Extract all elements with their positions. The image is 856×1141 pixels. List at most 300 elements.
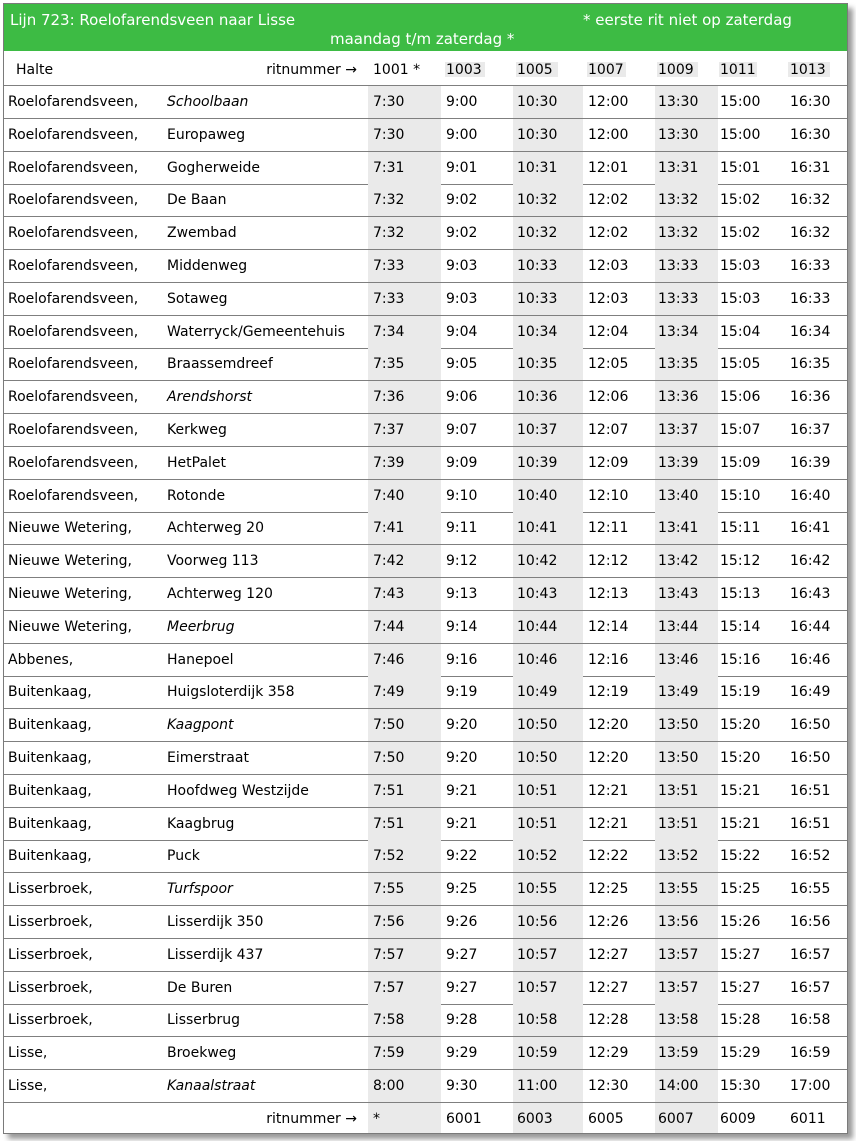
table-row [4, 381, 847, 414]
departure-time: 7:31 [373, 159, 405, 176]
departure-time: 9:00 [446, 126, 478, 143]
departure-time: 9:27 [446, 946, 478, 963]
place-name: Lisse, [8, 1045, 48, 1062]
stop-name: Middenweg [167, 258, 248, 274]
departure-time: 13:41 [658, 520, 699, 537]
departure-time: 9:09 [446, 454, 478, 471]
departure-time: 16:51 [790, 782, 831, 799]
departure-time: 9:22 [446, 848, 478, 865]
footer-ritnummer-label: ritnummer → [266, 1110, 357, 1127]
departure-time: 14:00 [658, 1078, 699, 1094]
departure-time: 15:20 [720, 717, 761, 734]
departure-time: 12:21 [588, 815, 629, 832]
departure-time: 15:27 [720, 946, 761, 963]
departure-time: 16:49 [790, 684, 831, 701]
departure-time: 7:33 [373, 258, 405, 274]
stop-name: HetPalet [167, 454, 227, 471]
departure-time: 12:02 [588, 225, 629, 242]
departure-time: 12:27 [588, 946, 629, 963]
place-name: Roelofarendsveen, [8, 126, 139, 143]
table-row [4, 742, 847, 775]
departure-time: 13:57 [658, 979, 699, 996]
departure-time: 16:39 [790, 454, 831, 471]
stop-name: Voorweg 113 [167, 553, 259, 570]
departure-time: 13:37 [658, 422, 699, 438]
departure-time: 10:43 [517, 586, 558, 602]
departure-time: 9:26 [446, 914, 478, 930]
departure-time: 12:13 [588, 586, 629, 602]
departure-time: 16:50 [790, 750, 831, 766]
departure-time: 10:57 [517, 979, 558, 996]
place-name: Buitenkaag, [8, 717, 92, 734]
table-row [4, 873, 847, 906]
departure-time: 9:13 [446, 586, 478, 602]
table-row [4, 283, 847, 316]
table-row [4, 512, 847, 545]
stop-name: Achterweg 120 [167, 586, 273, 602]
departure-time: 13:55 [658, 881, 699, 898]
table-row [4, 414, 847, 447]
departure-time: 12:25 [588, 881, 629, 898]
departure-time: 13:59 [658, 1045, 699, 1062]
departure-time: 12:00 [588, 126, 629, 143]
departure-time: 7:43 [373, 586, 405, 602]
departure-time: 12:12 [588, 553, 629, 570]
departure-time: 10:44 [517, 618, 558, 635]
departure-time: 15:22 [720, 848, 761, 865]
place-name: Roelofarendsveen, [8, 225, 139, 242]
departure-time: 16:30 [790, 126, 831, 143]
footer-row [4, 1103, 847, 1134]
departure-time: 7:49 [373, 684, 405, 701]
table-row [4, 217, 847, 250]
departure-time: 15:14 [720, 618, 761, 635]
departure-time: 13:49 [658, 684, 699, 701]
departure-time: 15:20 [720, 750, 761, 766]
departure-time: 10:56 [517, 914, 558, 930]
place-name: Roelofarendsveen, [8, 94, 139, 110]
departure-time: 10:46 [517, 651, 558, 668]
place-name: Roelofarendsveen, [8, 356, 139, 373]
departure-time: 9:21 [446, 815, 478, 832]
departure-time: 10:30 [517, 94, 558, 110]
departure-time: 16:44 [790, 618, 831, 635]
departure-time: 12:10 [588, 487, 629, 504]
departure-time: 16:52 [790, 848, 831, 865]
departure-time: 16:34 [790, 323, 831, 340]
departure-time: 15:02 [720, 225, 761, 242]
departure-time: 12:03 [588, 290, 629, 307]
place-name: Roelofarendsveen, [8, 454, 139, 471]
departure-time: 10:31 [517, 159, 558, 176]
saturday-note: * eerste rit niet op zaterdag [583, 11, 792, 29]
departure-time: 16:37 [790, 422, 831, 438]
departure-time: 10:39 [517, 454, 558, 471]
departure-time: 7:44 [373, 618, 405, 635]
departure-time: 7:56 [373, 914, 405, 930]
departure-time: 7:50 [373, 717, 405, 734]
departure-time: 7:39 [373, 454, 405, 471]
trip-number: 1007 [588, 62, 624, 78]
departure-time: 13:51 [658, 815, 699, 832]
stop-name: Lisserdijk 437 [167, 946, 264, 963]
departure-time: 9:01 [446, 159, 478, 176]
departure-time: 17:00 [790, 1078, 831, 1094]
stop-name: Kanaalstraat [167, 1078, 256, 1094]
route-title: Lijn 723: Roelofarendsveen naar Lisse [10, 11, 296, 29]
place-name: Nieuwe Wetering, [8, 520, 132, 537]
departure-time: 12:28 [588, 1012, 629, 1029]
departure-time: 15:26 [720, 914, 761, 930]
departure-time: 13:50 [658, 750, 699, 766]
departure-time: 12:04 [588, 323, 629, 340]
departure-time: 12:07 [588, 422, 629, 438]
departure-time: 13:30 [658, 126, 699, 143]
footer-trip-number: 6011 [790, 1110, 826, 1127]
table-row [4, 545, 847, 578]
place-name: Lisserbroek, [8, 979, 93, 996]
departure-time: 16:35 [790, 356, 831, 373]
departure-time: 13:33 [658, 290, 699, 307]
departure-time: 9:20 [446, 750, 478, 766]
departure-time: 10:37 [517, 422, 558, 438]
departure-time: 12:21 [588, 782, 629, 799]
departure-time: 9:16 [446, 651, 478, 668]
departure-time: 9:27 [446, 979, 478, 996]
table-row [4, 316, 847, 349]
departure-time: 13:46 [658, 651, 699, 668]
departure-time: 15:13 [720, 586, 761, 602]
departure-time: 15:27 [720, 979, 761, 996]
departure-time: 16:42 [790, 553, 831, 570]
place-name: Roelofarendsveen, [8, 258, 139, 274]
departure-time: 10:41 [517, 520, 558, 537]
stop-name: Turfspoor [167, 881, 233, 898]
departure-time: 11:00 [517, 1078, 558, 1094]
departure-time: 9:03 [446, 290, 478, 307]
departure-time: 13:30 [658, 94, 699, 110]
departure-time: 15:10 [720, 487, 761, 504]
departure-time: 15:02 [720, 192, 761, 209]
stop-name: Lisserdijk 350 [167, 914, 264, 930]
departure-time: 10:49 [517, 684, 558, 701]
stop-name: Eimerstraat [167, 750, 249, 766]
departure-time: 12:26 [588, 914, 629, 930]
table-row [4, 119, 847, 152]
place-name: Nieuwe Wetering, [8, 618, 132, 635]
departure-time: 15:19 [720, 684, 761, 701]
departure-time: 12:20 [588, 750, 629, 766]
place-name: Lisserbroek, [8, 946, 93, 963]
departure-time: 12:22 [588, 848, 629, 865]
trip-number: 1009 [658, 62, 694, 78]
departure-time: 15:25 [720, 881, 761, 898]
table-row [4, 840, 847, 873]
departure-time: 16:58 [790, 1012, 831, 1029]
departure-time: 10:34 [517, 323, 558, 340]
departure-time: 10:33 [517, 290, 558, 307]
stop-name: De Baan [167, 192, 227, 209]
stop-name: Broekweg [167, 1045, 237, 1062]
departure-time: 16:32 [790, 225, 831, 242]
departure-time: 9:03 [446, 258, 478, 274]
departure-time: 8:00 [373, 1078, 405, 1094]
departure-time: 13:33 [658, 258, 699, 274]
departure-time: 16:51 [790, 815, 831, 832]
trip-number: 1005 [517, 62, 553, 78]
departure-time: 15:28 [720, 1012, 761, 1029]
departure-time: 16:55 [790, 881, 831, 898]
departure-time: 16:56 [790, 914, 831, 930]
departure-time: 10:50 [517, 750, 558, 766]
service-days: maandag t/m zaterdag * [330, 30, 515, 48]
table-row [4, 611, 847, 644]
place-name: Buitenkaag, [8, 684, 92, 701]
footer-trip-number: 6003 [517, 1110, 553, 1127]
departure-time: 7:36 [373, 389, 405, 406]
departure-time: 15:30 [720, 1078, 761, 1094]
place-name: Buitenkaag, [8, 815, 92, 832]
place-name: Buitenkaag, [8, 848, 92, 865]
table-row [4, 676, 847, 709]
place-name: Buitenkaag, [8, 782, 92, 799]
departure-time: 12:29 [588, 1045, 629, 1062]
departure-time: 10:51 [517, 815, 558, 832]
departure-time: 16:31 [790, 159, 831, 176]
departure-time: 9:00 [446, 94, 478, 110]
departure-time: 7:32 [373, 225, 405, 242]
departure-time: 9:02 [446, 225, 478, 242]
footer-trip-number: 6009 [720, 1110, 756, 1127]
place-name: Lisserbroek, [8, 1012, 93, 1029]
departure-time: 16:46 [790, 651, 831, 668]
departure-time: 16:50 [790, 717, 831, 734]
place-name: Roelofarendsveen, [8, 389, 139, 406]
departure-time: 7:59 [373, 1045, 405, 1062]
table-row [4, 578, 847, 611]
departure-time: 13:34 [658, 323, 699, 340]
column-header-row [4, 54, 847, 86]
departure-time: 10:51 [517, 782, 558, 799]
departure-time: 7:35 [373, 356, 405, 373]
table-row [4, 972, 847, 1005]
place-name: Lisserbroek, [8, 881, 93, 898]
departure-time: 9:30 [446, 1078, 478, 1094]
place-name: Nieuwe Wetering, [8, 553, 132, 570]
stop-name: Zwembad [167, 225, 237, 242]
departure-time: 13:39 [658, 454, 699, 471]
place-name: Roelofarendsveen, [8, 290, 139, 307]
departure-time: 9:12 [446, 553, 478, 570]
departure-time: 15:03 [720, 258, 761, 274]
departure-time: 15:01 [720, 159, 761, 176]
departure-time: 10:40 [517, 487, 558, 504]
trip-number: 1003 [446, 62, 482, 78]
departure-time: 16:36 [790, 389, 831, 406]
footer-trip-number: 6001 [446, 1110, 482, 1127]
departure-time: 10:55 [517, 881, 558, 898]
place-name: Nieuwe Wetering, [8, 586, 132, 602]
table-row [4, 152, 847, 185]
departure-time: 7:50 [373, 750, 405, 766]
departure-time: 15:11 [720, 520, 761, 537]
departure-time: 9:20 [446, 717, 478, 734]
departure-time: 13:56 [658, 914, 699, 930]
departure-time: 10:36 [517, 389, 558, 406]
departure-time: 10:57 [517, 946, 558, 963]
stop-name: Puck [167, 848, 200, 865]
departure-time: 10:33 [517, 258, 558, 274]
table-row [4, 86, 847, 119]
table-row [4, 1070, 847, 1103]
table-row [4, 644, 847, 677]
departure-time: 13:43 [658, 586, 699, 602]
stop-name: Braassemdreef [167, 356, 273, 373]
trip-number: 1001 * [373, 62, 421, 78]
departure-time: 13:40 [658, 487, 699, 504]
stop-name: Hoofdweg Westzijde [167, 782, 309, 799]
footer-trip-number: 6005 [588, 1110, 624, 1127]
stop-name: Meerbrug [167, 618, 235, 635]
halte-header: Halte [16, 62, 54, 78]
departure-time: 7:46 [373, 651, 405, 668]
departure-time: 9:28 [446, 1012, 478, 1029]
departure-time: 15:12 [720, 553, 761, 570]
stop-name: Kaagbrug [167, 815, 235, 832]
table-row [4, 775, 847, 808]
stop-name: Huigsloterdijk 358 [167, 684, 295, 701]
departure-time: 16:32 [790, 192, 831, 209]
departure-time: 10:42 [517, 553, 558, 570]
departure-time: 9:07 [446, 422, 478, 438]
departure-time: 13:31 [658, 159, 699, 176]
departure-time: 15:00 [720, 126, 761, 143]
departure-time: 12:00 [588, 94, 629, 110]
departure-time: 12:06 [588, 389, 629, 406]
ritnummer-label: ritnummer → [266, 62, 357, 78]
departure-time: 13:50 [658, 717, 699, 734]
place-name: Lisserbroek, [8, 914, 93, 930]
table-row [4, 939, 847, 972]
stop-name: Arendshorst [167, 389, 252, 406]
departure-time: 7:40 [373, 487, 405, 504]
departure-time: 7:41 [373, 520, 405, 537]
departure-time: 13:52 [658, 848, 699, 865]
departure-time: 16:43 [790, 586, 831, 602]
stop-name: Kerkweg [167, 422, 227, 438]
departure-time: 10:30 [517, 126, 558, 143]
departure-time: 12:30 [588, 1078, 629, 1094]
departure-time: 7:33 [373, 290, 405, 307]
place-name: Lisse, [8, 1078, 48, 1094]
departure-time: 9:21 [446, 782, 478, 799]
departure-time: 13:57 [658, 946, 699, 963]
departure-time: 9:05 [446, 356, 478, 373]
table-row [4, 1037, 847, 1070]
table-row [4, 906, 847, 939]
departure-time: 9:25 [446, 881, 478, 898]
timetable-header [4, 4, 847, 51]
place-name: Roelofarendsveen, [8, 159, 139, 176]
departure-time: 9:14 [446, 618, 478, 635]
departure-time: 7:42 [373, 553, 405, 570]
departure-time: 15:00 [720, 94, 761, 110]
departure-time: 13:36 [658, 389, 699, 406]
place-name: Roelofarendsveen, [8, 487, 139, 504]
departure-time: 7:30 [373, 94, 405, 110]
stop-name: Sotaweg [167, 290, 228, 307]
departure-time: 16:30 [790, 94, 831, 110]
departure-time: 15:09 [720, 454, 761, 471]
departure-time: 12:09 [588, 454, 629, 471]
place-name: Roelofarendsveen, [8, 192, 139, 209]
departure-time: 12:11 [588, 520, 629, 537]
departure-time: 15:29 [720, 1045, 761, 1062]
departure-time: 12:01 [588, 159, 629, 176]
departure-time: 9:10 [446, 487, 478, 504]
table-row [4, 184, 847, 217]
departure-time: 10:59 [517, 1045, 558, 1062]
departure-time: 15:05 [720, 356, 761, 373]
departure-time: 13:32 [658, 192, 699, 209]
departure-time: 9:19 [446, 684, 478, 701]
departure-time: 7:55 [373, 881, 405, 898]
departure-time: 15:21 [720, 782, 761, 799]
departure-time: 15:07 [720, 422, 761, 438]
table-row [4, 447, 847, 480]
place-name: Roelofarendsveen, [8, 323, 139, 340]
departure-time: 10:50 [517, 717, 558, 734]
departure-time: 15:21 [720, 815, 761, 832]
departure-time: 15:04 [720, 323, 761, 340]
departure-time: 12:14 [588, 618, 629, 635]
departure-time: 7:37 [373, 422, 405, 438]
departure-time: 12:05 [588, 356, 629, 373]
place-name: Roelofarendsveen, [8, 422, 139, 438]
timetable-sheet [3, 3, 848, 1134]
stop-name: Hanepoel [167, 651, 234, 668]
stop-name: Europaweg [167, 126, 246, 143]
departure-time: 16:40 [790, 487, 831, 504]
stop-name: Gogherweide [167, 159, 260, 176]
departure-time: 12:20 [588, 717, 629, 734]
trip-number: 1011 [720, 62, 756, 78]
table-row [4, 808, 847, 841]
departure-time: 12:27 [588, 979, 629, 996]
departure-time: 7:30 [373, 126, 405, 143]
departure-time: 16:57 [790, 979, 831, 996]
departure-time: 7:57 [373, 946, 405, 963]
departure-time: 15:03 [720, 290, 761, 307]
footer-trip-number: 6007 [658, 1110, 694, 1127]
stop-name: Lisserbrug [167, 1012, 241, 1029]
departure-time: 16:59 [790, 1045, 831, 1062]
departure-time: 12:16 [588, 651, 629, 668]
departure-time: 16:33 [790, 290, 831, 307]
place-name: Buitenkaag, [8, 750, 92, 766]
departure-time: 13:32 [658, 225, 699, 242]
departure-time: 7:58 [373, 1012, 405, 1029]
stop-name: Schoolbaan [167, 94, 249, 110]
footer-trip-number: * [373, 1110, 380, 1127]
departure-time: 7:32 [373, 192, 405, 209]
departure-time: 7:57 [373, 979, 405, 996]
stop-name: Waterryck/Gemeentehuis [167, 323, 345, 340]
departure-time: 10:35 [517, 356, 558, 373]
departure-time: 13:44 [658, 618, 699, 635]
departure-time: 9:06 [446, 389, 478, 406]
departure-time: 10:58 [517, 1012, 558, 1029]
